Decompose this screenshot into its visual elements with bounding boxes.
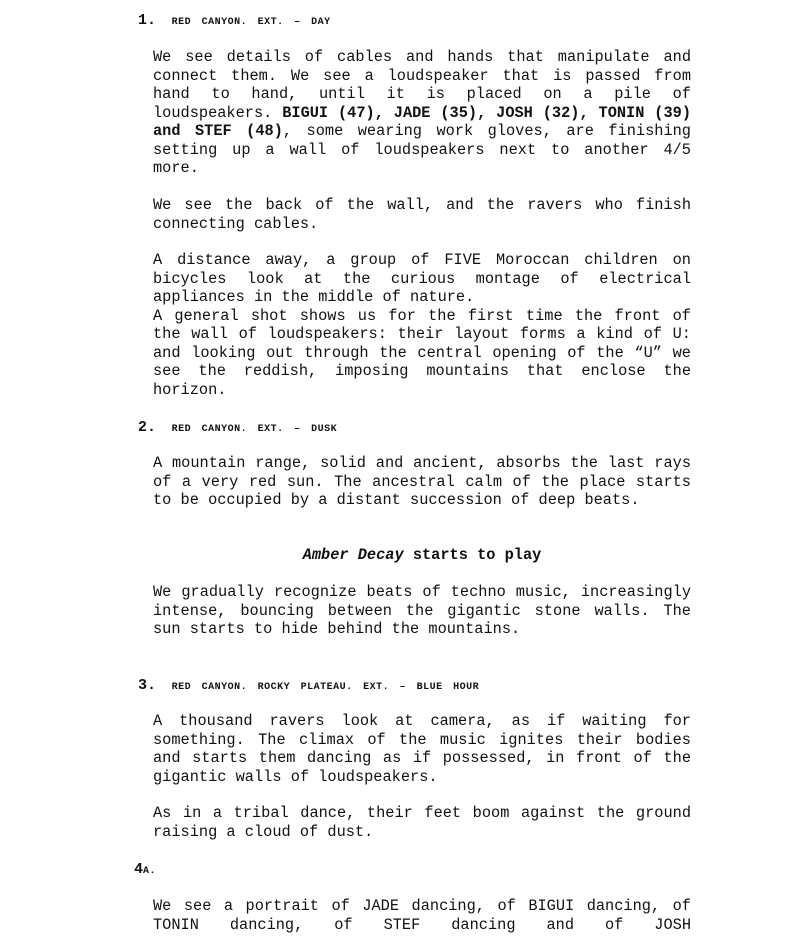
scene-slug: RED CANYON. EXT. – DAY bbox=[171, 17, 331, 28]
action-text: We see a portrait of JADE dancing, of BIGUI dancing, of TONIN dancing, of STEF dancing and of JOSH bbox=[153, 897, 691, 934]
action-paragraph bbox=[153, 48, 691, 178]
character-intro: BIGUI (47), JADE (35), JOSH (32), TONIN (39) and STEF (48) bbox=[153, 103, 692, 140]
action-text: A mountain range, solid and ancient, absorbs the last rays of a very red sun. The ancestral calm of the place starts to be occupied by a distant succession of deep beats. bbox=[153, 454, 691, 509]
action-text: As in a tribal dance, their feet boom against the ground raising a cloud of dust. bbox=[153, 804, 691, 841]
action-text: We see the back of the wall, and the ravers who finish connecting cables. bbox=[153, 196, 691, 233]
action-paragraph bbox=[153, 712, 691, 786]
action-paragraph bbox=[153, 583, 691, 639]
action-paragraph bbox=[153, 897, 691, 934]
action-text: We gradually recognize beats of techno music, increasingly intense, bouncing between the gigantic stone walls. The sun starts to hide behind the mountains. bbox=[153, 583, 691, 638]
action-text: We see details of cables and hands that manipulate and connect them. We see a loudspeaker that is passed from hand to hand, until it is placed on a pile of loudspeakers. bbox=[153, 48, 691, 122]
action-text: A general shot shows us for the first time the front of the wall of loudspeakers: their layout forms a kind of U: and looking out through the central opening of the “U” we see the reddish, imposing mountains that enclose the horizon. bbox=[153, 306, 691, 399]
scene-heading-4a bbox=[134, 860, 156, 878]
scene-number-suffix: A. bbox=[143, 866, 157, 877]
action-paragraph bbox=[153, 804, 691, 841]
action-text: , some wearing work gloves, are finishing setting up a wall of loudspeakers next to another 4/5 more. bbox=[153, 122, 691, 177]
music-title: Amber Decay bbox=[302, 546, 404, 564]
music-cue bbox=[153, 546, 691, 565]
scene-number: 4 bbox=[134, 861, 144, 878]
action-text: A distance away, a group of FIVE Moroccan children on bicycles look at the curious montage of electrical appliances in the middle of nature. bbox=[153, 251, 691, 306]
scene-slug: RED CANYON. EXT. – DUSK bbox=[171, 424, 338, 435]
scene-heading-1 bbox=[138, 11, 331, 29]
scene-number: 3. bbox=[138, 677, 157, 694]
scene-heading-2 bbox=[138, 418, 337, 436]
scene-heading-3 bbox=[138, 676, 479, 694]
action-text: A thousand ravers look at camera, as if waiting for something. The climax of the music ignites their bodies and starts them dancing as if possessed, in front of the gigantic walls of loudspeakers. bbox=[153, 712, 691, 786]
action-paragraph bbox=[153, 251, 691, 399]
action-paragraph bbox=[153, 196, 691, 233]
scene-slug: RED CANYON. ROCKY PLATEAU. EXT. – BLUE HOUR bbox=[171, 682, 480, 693]
action-paragraph bbox=[153, 454, 691, 510]
music-cue-text: starts to play bbox=[403, 546, 542, 564]
scene-number: 1. bbox=[138, 12, 157, 29]
scene-number: 2. bbox=[138, 419, 157, 436]
